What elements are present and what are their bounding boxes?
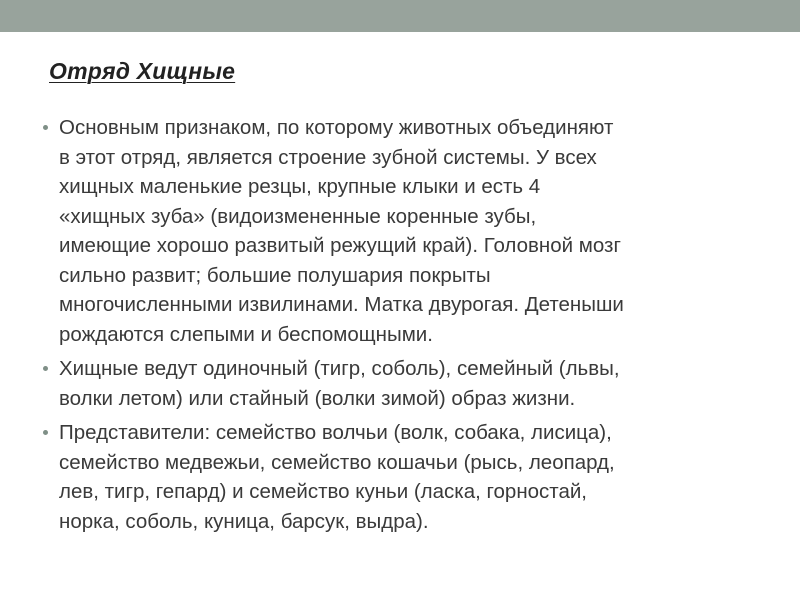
bullet-line: рождаются слепыми и беспомощными. xyxy=(59,322,433,346)
bullet-line: Хищные ведут одиночный (тигр, соболь), семейный (львы, xyxy=(59,357,620,380)
bullet-line: Представители: семейство волчьи (волк, собака, лисица), xyxy=(59,421,612,444)
bullet-line: хищных маленькие резцы, крупные клыки и есть 4 xyxy=(59,175,541,198)
bullet-dot-icon xyxy=(43,366,48,371)
bullet-dot-icon xyxy=(43,430,48,435)
bullet-line: в этот отряд, является строение зубной системы. У всех xyxy=(59,145,597,169)
bullet-line: лев, тигр, гепард) и семейство куньи (ласка, горностай, xyxy=(59,480,587,503)
top-header-band xyxy=(0,0,800,32)
bullet-line: многочисленными извилинами. Матка двурогая. Детеныши xyxy=(59,293,624,316)
bullet-line: Основным признаком, по которому животных объединяют xyxy=(59,116,614,139)
bullet-item-anatomy xyxy=(40,113,760,349)
bullet-line: семейство медвежьи, семейство кошачьи (рысь, леопард, xyxy=(59,450,615,474)
slide-title: Отряд Хищные xyxy=(49,58,236,84)
bullet-item-lifestyle xyxy=(40,354,760,413)
bullet-line: сильно развит; большие полушария покрыты xyxy=(59,263,491,287)
bullet-line: имеющие хорошо развитый режущий край). Головной мозг xyxy=(59,234,621,257)
bullet-list xyxy=(40,113,760,541)
bullet-line: волки летом) или стайный (волки зимой) образ жизни. xyxy=(59,386,576,410)
bullet-line: норка, соболь, куница, барсук, выдра). xyxy=(59,509,429,533)
bullet-item-representatives xyxy=(40,418,760,536)
bullet-line: «хищных зуба» (видоизмененные коренные зубы, xyxy=(59,204,537,228)
bullet-dot-icon xyxy=(43,125,48,130)
